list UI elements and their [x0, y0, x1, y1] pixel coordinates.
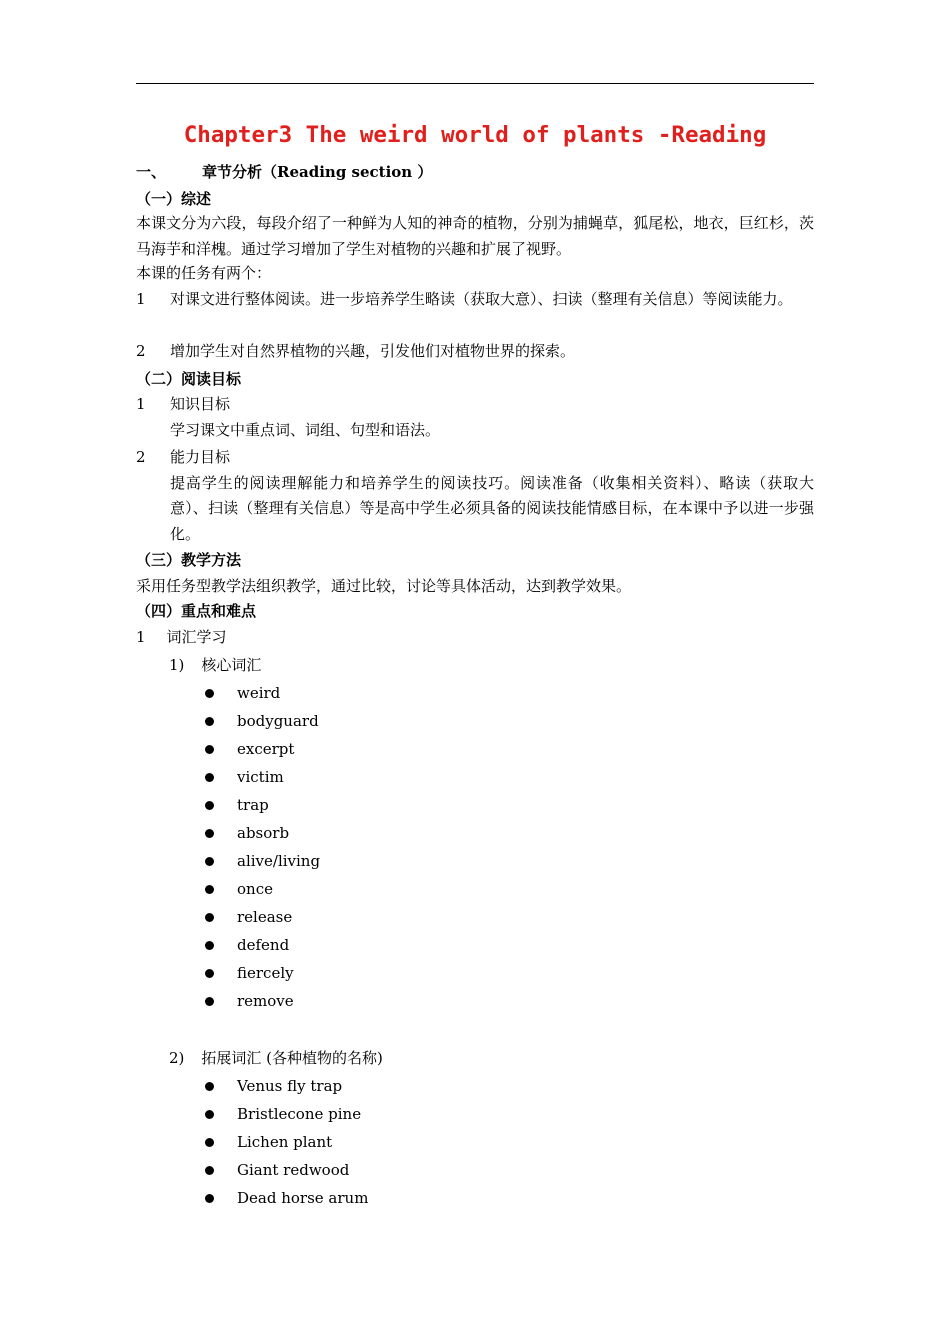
bullet-dot-icon — [205, 885, 214, 894]
vocab-word: bodyguard — [237, 712, 319, 730]
vocab-item — [136, 627, 227, 647]
bullet-dot-icon — [205, 773, 214, 782]
vocab-word: fiercely — [237, 964, 294, 982]
goal-text: 提高学生的阅读理解能力和培养学生的阅读技巧。阅读准备（收集相关资料）、略读（获取大意）、扫读（整理有关信息）等是高中学生必须具备的阅读技能情感目标，在本课中予以进一步强化。 — [170, 473, 814, 543]
bullet-dot-icon — [205, 829, 214, 838]
bullet-dot-icon — [205, 1166, 214, 1175]
task-text: 增加学生对自然界植物的兴趣，引发他们对植物世界的探索。 — [170, 342, 576, 360]
vocab-word: Bristlecone pine — [237, 1105, 362, 1123]
bullet-dot-icon — [205, 1082, 214, 1091]
section-title: 章节分析（Reading section ） — [202, 163, 433, 181]
vocab-word: alive/living — [237, 852, 321, 870]
vocab-word: Lichen plant — [237, 1133, 333, 1151]
goal-label: 能力目标 — [170, 448, 231, 466]
vocab-word: once — [237, 880, 273, 898]
goal-number: 1 — [136, 395, 146, 413]
section-number: 一、 — [136, 163, 167, 181]
section-heading — [136, 162, 432, 182]
tasks-intro: 本课的任务有两个： — [136, 264, 272, 282]
methods-text: 采用任务型教学法组织教学，通过比较，讨论等具体活动，达到教学效果。 — [136, 577, 632, 595]
keypoints-heading: （四）重点和难点 — [136, 602, 257, 620]
vocab-word: defend — [237, 936, 290, 954]
ext-vocab-number: 2) — [169, 1049, 185, 1067]
bullet-dot-icon — [205, 1110, 214, 1119]
ext-vocab-heading — [169, 1048, 383, 1068]
task-item — [136, 287, 814, 313]
bullet-dot-icon — [205, 913, 214, 922]
goal-item — [136, 392, 814, 443]
bullet-dot-icon — [205, 1138, 214, 1147]
page-title: Chapter3 The weird world of plants -Reading — [183, 122, 767, 148]
task-item — [136, 339, 814, 365]
task-number: 1 — [136, 290, 146, 308]
bullet-dot-icon — [205, 1194, 214, 1203]
vocab-number: 1 — [136, 628, 146, 646]
task-text: 对课文进行整体阅读。进一步培养学生略读（获取大意）、扫读（整理有关信息）等阅读能力。 — [170, 290, 793, 308]
bullet-dot-icon — [205, 717, 214, 726]
goals-heading: （二）阅读目标 — [136, 370, 242, 388]
bullet-dot-icon — [205, 801, 214, 810]
vocab-word: victim — [237, 768, 284, 786]
core-vocab-label: 核心词汇 — [201, 656, 262, 674]
bullet-dot-icon — [205, 745, 214, 754]
goal-item — [136, 445, 814, 547]
goal-text: 学习课文中重点词、词组、句型和语法。 — [170, 420, 441, 439]
vocab-word: Dead horse arum — [237, 1189, 369, 1207]
bullet-dot-icon — [205, 689, 214, 698]
bullet-dot-icon — [205, 941, 214, 950]
vocab-word: Giant redwood — [237, 1161, 350, 1179]
task-number: 2 — [136, 342, 146, 360]
vocab-word: remove — [237, 992, 294, 1010]
vocab-word: excerpt — [237, 740, 295, 758]
bullet-dot-icon — [205, 969, 214, 978]
vocab-word: Venus fly trap — [237, 1077, 343, 1095]
methods-heading: （三）教学方法 — [136, 551, 242, 569]
vocab-word: absorb — [237, 824, 290, 842]
bullet-dot-icon — [205, 997, 214, 1006]
goal-number: 2 — [136, 448, 146, 466]
ext-vocab-label: 拓展词汇 (各种植物的名称) — [201, 1049, 383, 1067]
vocab-label: 词汇学习 — [166, 628, 227, 646]
vocab-word: release — [237, 908, 293, 926]
core-vocab-number: 1) — [169, 656, 185, 674]
vocab-word: weird — [237, 684, 281, 702]
core-vocab-heading — [169, 655, 261, 675]
vocab-word: trap — [237, 796, 269, 814]
header-rule — [136, 83, 814, 84]
goal-label: 知识目标 — [170, 395, 231, 413]
overview-paragraph: 本课文分为六段，每段介绍了一种鲜为人知的神奇的植物，分别为捕蝇草，狐尾松，地衣，巨红杉，茨马海芋和洋槐。通过学习增加了学生对植物的兴趣和扩展了视野。 — [136, 214, 814, 258]
bullet-dot-icon — [205, 857, 214, 866]
overview-heading: （一）综述 — [136, 190, 212, 208]
